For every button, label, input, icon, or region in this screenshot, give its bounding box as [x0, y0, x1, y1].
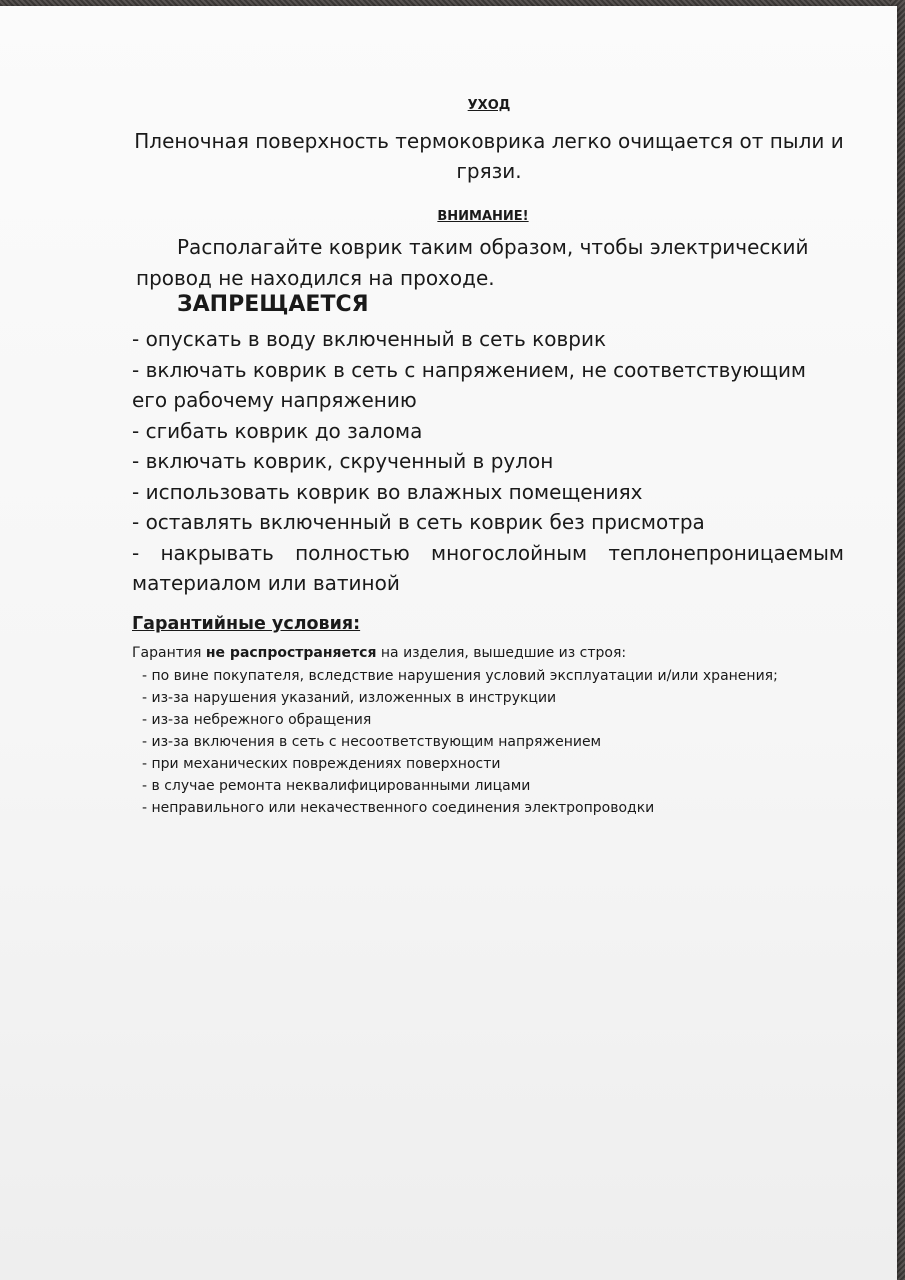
forbidden-item: - оставлять включенный в сеть коврик без присмотра	[132, 510, 705, 534]
care-heading: УХОД	[467, 98, 511, 113]
warranty-item: - по вине покупателя, вследствие нарушения условий эксплуатации и/или хранения;	[142, 668, 778, 684]
forbidden-item: - сгибать коврик до залома	[132, 418, 423, 443]
forbidden-item: - включать коврик, скрученный в рулон	[132, 449, 554, 473]
warranty-item: - в случае ремонта неквалифицированными лицами	[142, 778, 531, 794]
forbidden-item: - опускать в воду включенный в сеть коврик	[132, 327, 607, 351]
attention-heading: ВНИМАНИЕ!	[437, 209, 529, 224]
paper-sheet	[0, 6, 897, 1280]
warranty-item: - при механических повреждениях поверхности	[142, 756, 501, 772]
warranty-heading: Гарантийные условия:	[132, 614, 361, 634]
care-paragraph: Пленочная поверхность термоковрика легко очищается от пыли и грязи.	[134, 129, 844, 183]
warranty-item: - из-за нарушения указаний, изложенных в инструкции	[142, 690, 557, 706]
warranty-exclusions-list	[142, 665, 778, 819]
warranty-intro-bold: не распространяется	[205, 645, 377, 661]
warranty-item: - из-за включения в сеть с несоответствующим напряжением	[142, 734, 602, 750]
attention-paragraph: Располагайте коврик таким образом, чтобы электрический провод не находился на проходе.	[136, 235, 809, 290]
forbidden-item: - использовать коврик во влажных помещениях	[132, 479, 643, 504]
forbidden-heading: ЗАПРЕЩАЕТСЯ	[177, 292, 369, 317]
warranty-intro-end: на изделия, вышедшие из строя:	[376, 645, 627, 661]
warranty-intro-start: Гарантия	[132, 645, 206, 661]
forbidden-item: - накрывать полностью многослойным теплонепроницаемым материалом или ватиной	[132, 540, 844, 595]
warranty-item: - из-за небрежного обращения	[142, 712, 372, 728]
warranty-item: - неправильного или некачественного соединения электропроводки	[142, 800, 655, 816]
forbidden-list	[132, 324, 844, 599]
warranty-intro	[132, 643, 626, 663]
forbidden-item: - включать коврик в сеть с напряжением, не соответствующим его рабочему напряжению	[132, 357, 807, 412]
